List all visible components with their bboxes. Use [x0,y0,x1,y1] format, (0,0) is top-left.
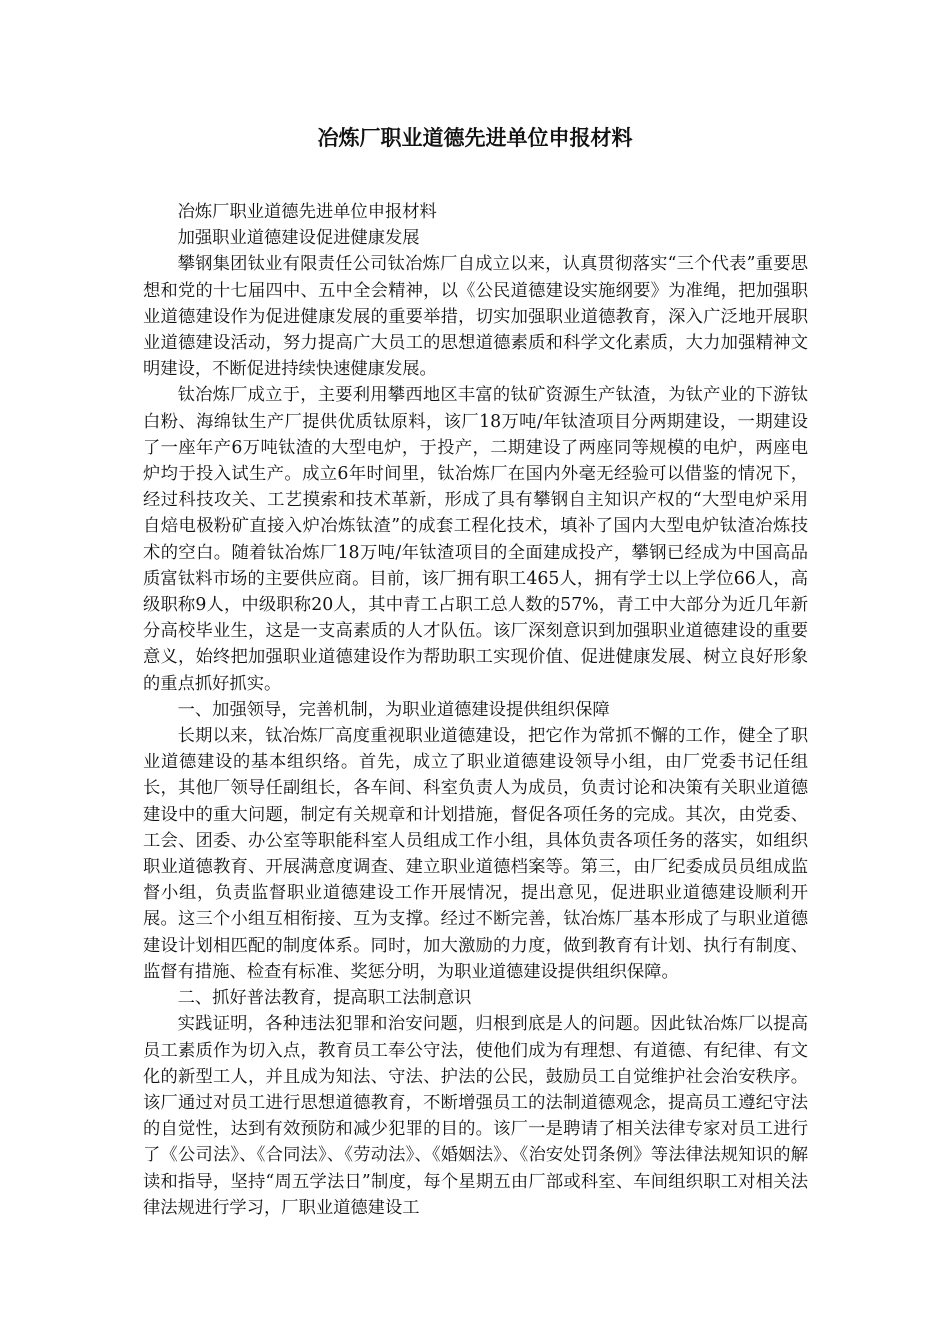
paragraph-subtitle: 冶炼厂职业道德先进单位申报材料 [177,202,437,222]
document-body [143,199,808,1221]
paragraph-section-1: 长期以来，钛冶炼厂高度重视职业道德建设，把它作为常抓不懈的工作，健全了职业道德建设的基本组织络。首先，成立了职业道德建设领导小组，由厂党委书记任组长，其他厂领导任副组长，各车间、科室负责人为成员，负责讨论和决策有关职业道德建设中的重大问题，制定有关规章和计划措施，督促各项任务的完成。其次，由党委、工会、团委、办公室等职能科室人员组成工作小组，具体负责各项任务的落实，如组织职业道德教育、开展满意度调查、建立职业道德档案等。第三，由厂纪委成员员组成监督小组，负责监督职业道德建设工作开展情况，提出意见，促进职业道德建设顺利开展。这三个小组互相衔接、互为支撑。经过不断完善，钛冶炼厂基本形成了与职业道德建设计划相匹配的制度体系。同时，加大激励的力度，做到教育有计划、执行有制度、监督有措施、检查有标准、奖惩分明，为职业道德建设提供组织保障。 [143,726,808,982]
paragraph-theme: 加强职业道德建设促进健康发展 [177,228,420,249]
paragraph-section-2: 实践证明，各种违法犯罪和治安问题，归根到底是人的问题。因此钛冶炼厂以提高员工素质作为切入点，教育员工奉公守法，使他们成为有理想、有道德、有纪律、有文化的新型工人，并且成为知法、守法、护法的公民，鼓励员工自觉维护社会治安秩序。该厂通过对员工进行思想道德教育，不断增强员工的法制道德观念，提高员工遵纪守法的自觉性，达到有效预防和减少犯罪的目的。该厂一是聘请了相关法律专家对员工进行了《公司法》、《合同法》、《劳动法》、《婚姻法》、《治安处罚条例》等法律法规知识的解读和指导，坚持“周五学法日”制度，每个星期五由厂部或科室、车间组织职工对相关法律法规进行学习，厂职业道德建设工 [143,1014,808,1218]
paragraph-intro: 攀钢集团钛业有限责任公司钛冶炼厂自成立以来，认真贯彻落实“三个代表”重要思想和党的十七届四中、五中全会精神，以《公民道德建设实施纲要》为准绳，把加强职业道德建设作为促进健康发展的重要举措，切实加强职业道德教育，深入广泛地开展职业道德建设活动，努力提高广大员工的思想道德素质和科学文化素质，大力加强精神文明建设，不断促进持续快速健康发展。 [143,254,808,380]
document-title: 冶炼厂职业道德先进单位申报材料 [317,125,633,150]
section-heading-2: 二、抓好普法教育，提高职工法制意识 [177,988,472,1009]
paragraph-factory-overview: 钛冶炼厂成立于，主要利用攀西地区丰富的钛矿资源生产钛渣，为钛产业的下游钛白粉、海绵钛生产厂提供优质钛原料，该厂18万吨/年钛渣项目分两期建设，一期建设了一座年产6万吨钛渣的大型电炉，于投产，二期建设了两座同等规模的电炉，两座电炉均于投入试生产。成立6年时间里，钛冶炼厂在国内外毫无经验可以借鉴的情况下，经过科技攻关、工艺摸索和技术革新，形成了具有攀钢自主知识产权的“大型电炉采用自焙电极粉矿直接入炉冶炼钛渣”的成套工程化技术，填补了国内大型电炉钛渣冶炼技术的空白。随着钛冶炼厂18万吨/年钛渣项目的全面建成投产，攀钢已经成为中国高品质富钛料市场的主要供应商。目前，该厂拥有职工465人，拥有学士以上学位66人，高级职称9人，中级职称20人，其中青工占职工总人数的57%，青工中大部分为近几年新分高校毕业生，这是一支高素质的人才队伍。该厂深刻意识到加强职业道德建设的重要意义，始终把加强职业道德建设作为帮助职工实现价值、促进健康发展、树立良好形象的重点抓好抓实。 [143,385,808,694]
section-heading-1: 一、加强领导，完善机制，为职业道德建设提供组织保障 [177,699,610,720]
